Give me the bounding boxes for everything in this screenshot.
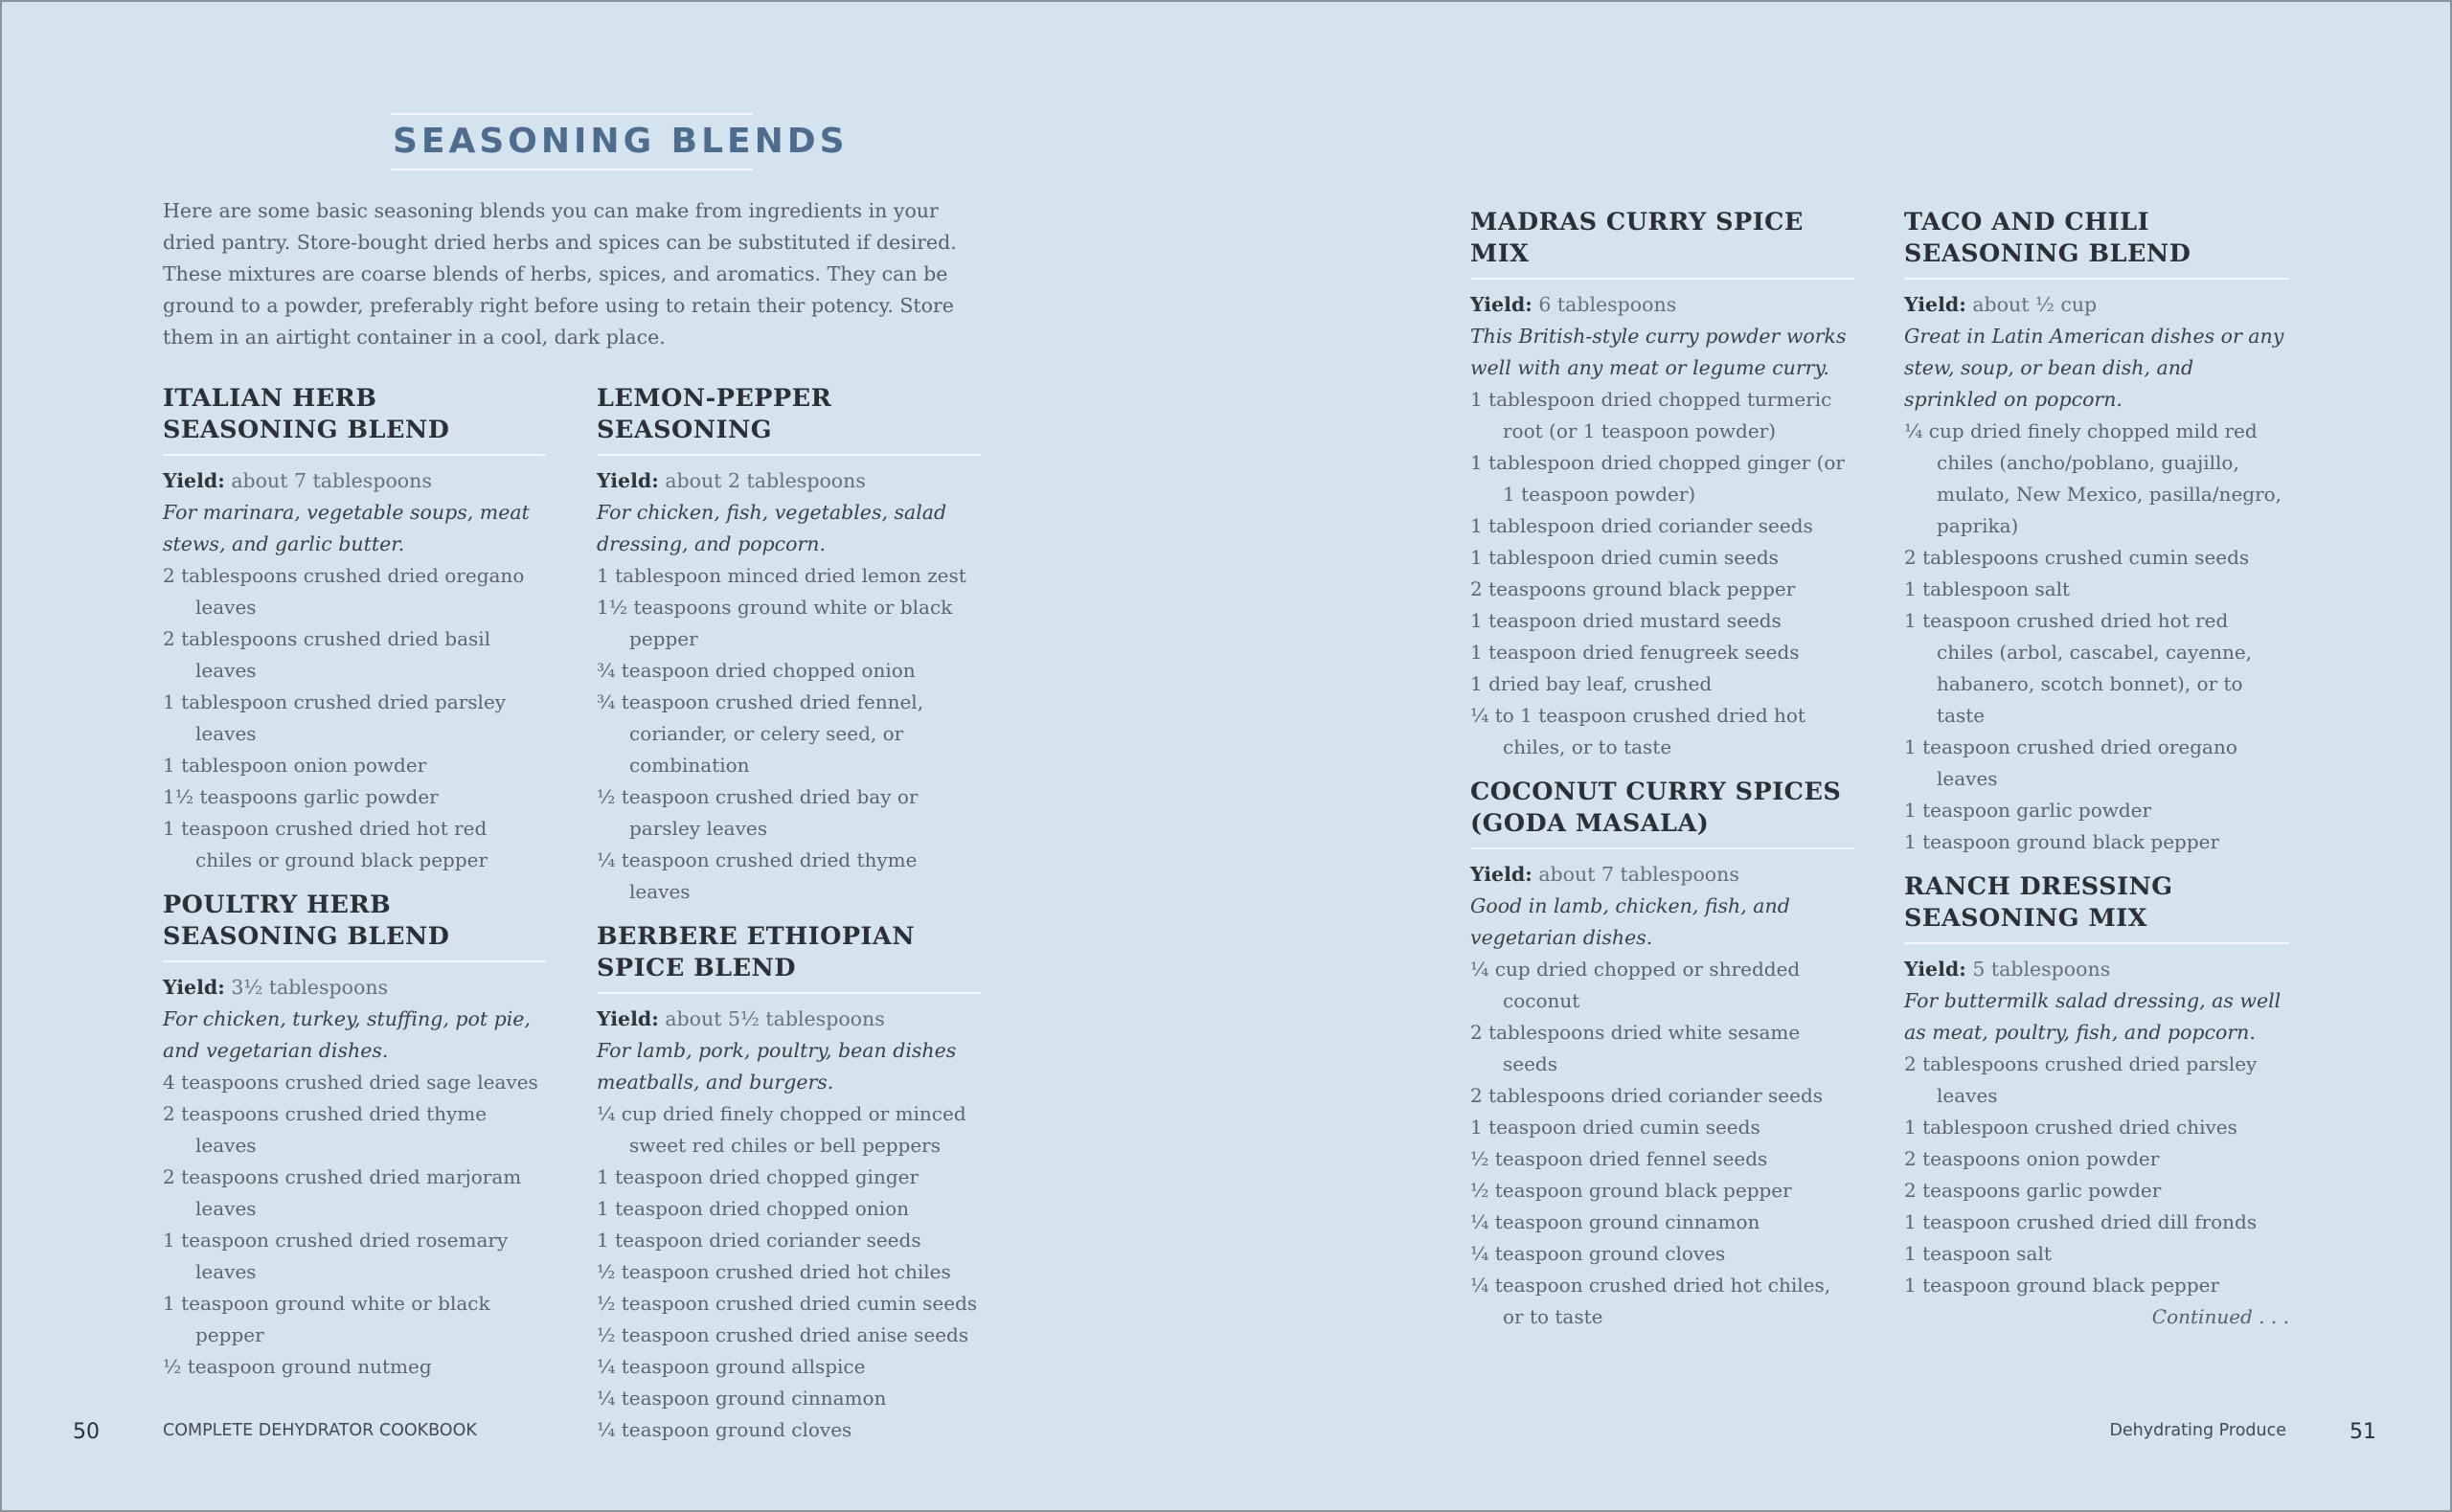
ingredient-item: 2 teaspoons onion powder [1904,1147,2160,1170]
yield-value: about 7 tablespoons [1538,863,1739,886]
ingredient-item: ½ teaspoon dried fennel seeds [1470,1147,1768,1170]
recipe-block [597,921,982,1446]
recipe-description: Good in lamb, chicken, fish, and vegetarian dishes. [1470,894,1790,949]
ingredient-item: 1 tablespoon minced dried lemon zest [597,564,966,587]
ingredient-item: 1 teaspoon dried chopped ginger [597,1165,920,1188]
ingredient-item: 1 teaspoon crushed dried dill fronds [1904,1210,2258,1233]
ingredient-item: 1 tablespoon salt [1904,577,2071,600]
recipe-yield [1904,289,2289,321]
ingredient-item: 1 teaspoon ground white or black pepper [163,1292,490,1346]
recipe-title: MADRAS CURRY SPICE MIX [1470,207,1854,280]
running-title-left: COMPLETE DEHYDRATOR COOKBOOK [163,1421,477,1440]
yield-value: about 2 tablespoons [665,469,866,492]
recipe-yield [597,1004,982,1035]
page-number-right: 51 [2350,1420,2376,1444]
recipe-title: ITALIAN HERB SEASONING BLEND [163,383,546,456]
yield-label: Yield: [1904,293,1966,316]
ingredient-item: 1 tablespoon crushed dried parsley leaves [163,690,507,745]
yield-value: 5 tablespoons [1972,958,2111,981]
ingredient-item: 1 tablespoon dried chopped ginger (or 1 teaspoon powder) [1470,451,1845,506]
running-title-right: Dehydrating Produce [2109,1421,2286,1440]
recipe-description: For marinara, vegetable soups, meat stews, and garlic butter. [163,501,530,555]
ingredient-item: 1 teaspoon garlic powder [1904,799,2152,822]
ingredient-item: ½ teaspoon crushed dried hot chiles [597,1260,951,1283]
recipe-description: For lamb, pork, poultry, bean dishes meatballs, and burgers. [597,1039,957,1094]
ingredient-item: 1 dried bay leaf, crushed [1470,672,1713,695]
ingredient-item: 4 teaspoons crushed dried sage leaves [163,1071,538,1094]
ingredient-item: 2 teaspoons crushed dried thyme leaves [163,1102,488,1157]
recipe-column-2 [597,383,982,1459]
recipe-title: TACO AND CHILI SEASONING BLEND [1904,207,2289,280]
ingredient-item: ½ teaspoon crushed dried anise seeds [597,1323,969,1346]
ingredient-item: 1 teaspoon ground black pepper [1904,1274,2220,1297]
ingredient-item: 2 tablespoons crushed cumin seeds [1904,546,2250,569]
ingredient-item: 1 teaspoon crushed dried hot red chiles (arbol, cascabel, cayenne, habanero, scotch bonnet), or to taste [1904,609,2253,727]
intro-paragraph: Here are some basic seasoning blends you can make from ingredients in your dried pantry. Store-bought dried herbs and spices can be substituted if desired. These mixtures are coarse blends of herbs, spices, and aromatics. They can be ground to a powder, preferably right before using to retain their potency. Store them in an airtight container in a cool, dark place. [163,199,957,349]
recipe-block [1904,871,2289,1333]
recipe-description: Great in Latin American dishes or any stew, soup, or bean dish, and sprinkled on popcorn. [1904,325,2284,411]
ingredient-item: ¼ teaspoon ground cinnamon [597,1387,887,1410]
recipe-yield [163,465,546,497]
ingredient-item: 1 teaspoon dried chopped onion [597,1197,909,1220]
ingredient-item: ¼ teaspoon ground cinnamon [1470,1210,1760,1233]
page-title: SEASONING BLENDS [391,113,753,170]
yield-label: Yield: [1470,863,1532,886]
ingredient-item: 1½ teaspoons garlic powder [163,785,439,808]
ingredient-item: 1 tablespoon dried chopped turmeric root (or 1 teaspoon powder) [1470,388,1832,442]
ingredient-item: ¼ teaspoon ground cloves [1470,1242,1726,1265]
recipe-description: For chicken, turkey, stuffing, pot pie, and vegetarian dishes. [163,1007,531,1062]
ingredient-item: 2 teaspoons ground black pepper [1470,577,1796,600]
ingredient-item: ¼ teaspoon ground allspice [597,1355,866,1378]
yield-value: about ½ cup [1972,293,2098,316]
ingredient-item: 1 teaspoon dried fenugreek seeds [1470,641,1800,664]
ingredient-item: 2 tablespoons dried coriander seeds [1470,1084,1824,1107]
yield-value: 3½ tablespoons [231,976,389,999]
ingredient-item: 1 teaspoon crushed dried oregano leaves [1904,735,2237,790]
ingredient-item: ¼ teaspoon ground cloves [597,1418,852,1441]
ingredient-item: ½ teaspoon crushed dried cumin seeds [597,1292,978,1315]
ingredient-item: ¼ teaspoon crushed dried hot chiles, or to taste [1470,1274,1831,1328]
yield-label: Yield: [1904,958,1966,981]
recipe-description: This British-style curry powder works well with any meat or legume curry. [1470,325,1847,379]
ingredient-item: 2 tablespoons crushed dried parsley leaves [1904,1052,2258,1107]
recipe-title: BERBERE ETHIOPIAN SPICE BLEND [597,921,982,994]
ingredient-item: ½ teaspoon crushed dried bay or parsley leaves [597,785,919,840]
yield-value: 6 tablespoons [1538,293,1677,316]
ingredient-item: ¼ cup dried finely chopped mild red chiles (ancho/poblano, guajillo, mulato, New Mexico, pasilla/negro, paprika) [1904,419,2282,537]
ingredient-item: 1 teaspoon dried coriander seeds [597,1229,921,1252]
recipe-yield [1470,859,1854,891]
yield-label: Yield: [163,469,225,492]
recipe-yield [597,465,982,497]
recipe-title: POULTRY HERB SEASONING BLEND [163,890,546,962]
ingredient-item: 2 teaspoons garlic powder [1904,1179,2162,1202]
recipe-column-4 [1904,207,2289,1346]
yield-label: Yield: [163,976,225,999]
recipe-block [163,890,546,1383]
recipe-description: For chicken, fish, vegetables, salad dressing, and popcorn. [597,501,947,555]
recipe-block [1904,207,2289,858]
ingredient-item: ¼ to 1 teaspoon crushed dried hot chiles, or to taste [1470,704,1805,758]
recipe-title: COCONUT CURRY SPICES (GODA MASALA) [1470,777,1854,849]
recipe-description: For buttermilk salad dressing, as well as meat, poultry, fish, and popcorn. [1904,989,2282,1044]
recipe-yield [1904,954,2289,985]
ingredient-item: ¾ teaspoon dried chopped onion [597,659,916,682]
ingredient-item: ½ teaspoon ground black pepper [1470,1179,1792,1202]
ingredient-item: 2 tablespoons crushed dried basil leaves [163,627,491,682]
yield-label: Yield: [597,1007,659,1030]
ingredient-item: 1 teaspoon ground black pepper [1904,830,2220,853]
ingredient-item: 1 tablespoon onion powder [163,754,427,777]
ingredient-item: ½ teaspoon ground nutmeg [163,1355,432,1378]
ingredient-item: ¼ teaspoon crushed dried thyme leaves [597,848,918,903]
recipe-block [1470,207,1854,763]
ingredient-item: 1 teaspoon dried mustard seeds [1470,609,1782,632]
ingredient-item: 1 tablespoon dried coriander seeds [1470,514,1813,537]
recipe-block [1470,777,1854,1333]
yield-value: about 5½ tablespoons [665,1007,885,1030]
yield-value: about 7 tablespoons [231,469,432,492]
ingredient-item: 2 teaspoons crushed dried marjoram leaves [163,1165,522,1220]
continued-note: Continued . . . [2151,1305,2289,1328]
recipe-column-1 [163,383,546,1396]
ingredient-item: 1 tablespoon dried cumin seeds [1470,546,1779,569]
recipe-block [163,383,546,876]
ingredient-item: 1 tablespoon crushed dried chives [1904,1116,2237,1139]
recipe-yield [163,972,546,1004]
ingredient-item: ¼ cup dried finely chopped or minced sweet red chiles or bell peppers [597,1102,966,1157]
recipe-column-3 [1470,207,1854,1346]
ingredient-item: 1 teaspoon crushed dried rosemary leaves [163,1229,509,1283]
recipe-title: LEMON-PEPPER SEASONING [597,383,982,456]
yield-label: Yield: [597,469,659,492]
recipe-yield [1470,289,1854,321]
ingredient-item: 1 teaspoon crushed dried hot red chiles or ground black pepper [163,817,488,871]
ingredient-item: 1½ teaspoons ground white or black pepper [597,596,953,650]
recipe-block [597,383,982,908]
ingredient-item: 1 teaspoon dried cumin seeds [1470,1116,1760,1139]
ingredient-item: 2 tablespoons crushed dried oregano leaves [163,564,525,619]
page-number-left: 50 [73,1420,100,1444]
ingredient-item: 2 tablespoons dried white sesame seeds [1470,1021,1801,1075]
recipe-title: RANCH DRESSING SEASONING MIX [1904,871,2289,944]
ingredient-item: 1 teaspoon salt [1904,1242,2052,1265]
ingredient-item: ¾ teaspoon crushed dried fennel, coriander, or celery seed, or combination [597,690,924,777]
yield-label: Yield: [1470,293,1532,316]
ingredient-item: ¼ cup dried chopped or shredded coconut [1470,958,1801,1012]
